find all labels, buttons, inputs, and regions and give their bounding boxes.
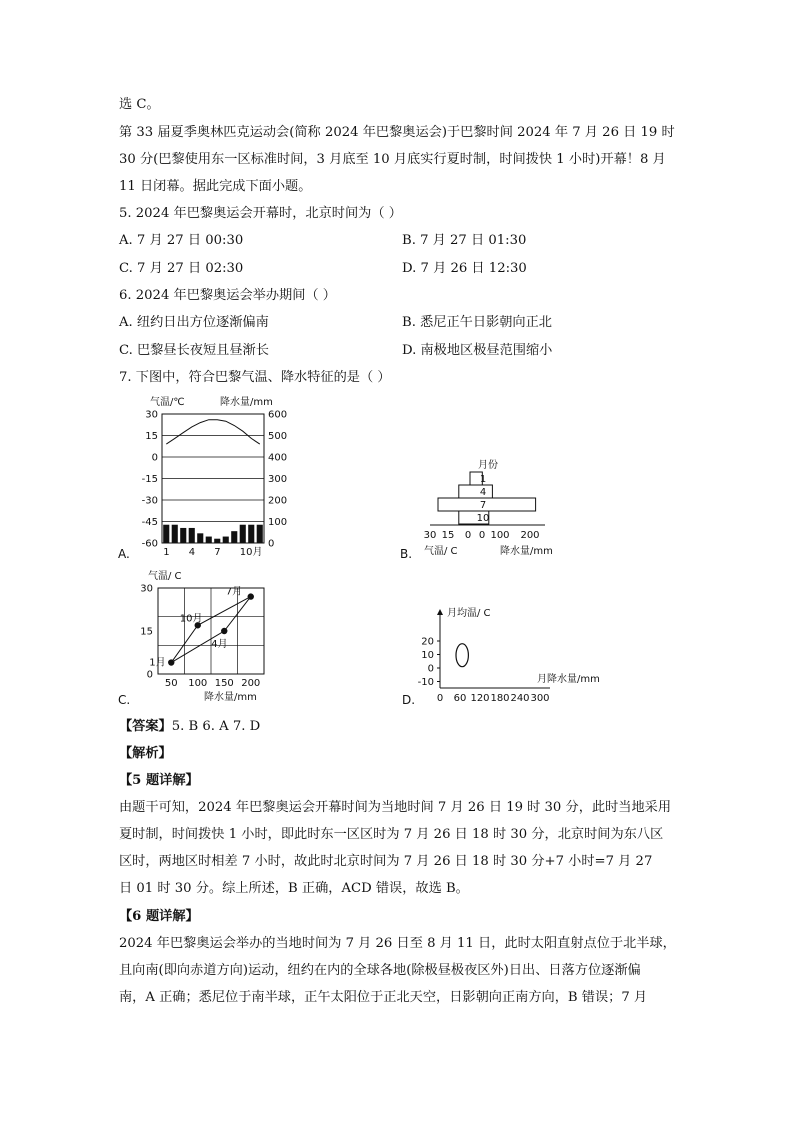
figure-d-y-tick: 20 <box>421 636 434 648</box>
figure-c-y-tick: 15 <box>140 626 153 638</box>
q6-explanation-line-3: 南，A 正确；悉尼位于南半球，正午太阳位于正北天空，日影朝向正南方向，B 错误；7 月 <box>119 990 648 1005</box>
figure-d-x-tick: 0 <box>436 693 444 704</box>
figure-a-left-tick: -60 <box>141 538 158 550</box>
figure-c-x-tick: 150 <box>214 678 234 689</box>
figure-c-point <box>248 593 254 599</box>
figure-a-precip-bar <box>248 525 254 543</box>
figure-d-y-arrow <box>437 609 443 615</box>
figure-b-x-tick: 200 <box>520 530 540 541</box>
figure-a-precip-bar <box>206 537 212 543</box>
figure-d-x-label: 月降水量/mm <box>537 674 600 685</box>
figure-c-point-label: 4月 <box>211 639 228 650</box>
figure-d-chart <box>400 600 610 708</box>
figure-d-x-tick: 240 <box>510 693 530 704</box>
figure-a-precip-bar <box>189 528 195 543</box>
figure-b-chart <box>400 452 600 562</box>
figure-a-precip-bar <box>231 531 237 543</box>
q6-explanation-line-2: 且向南(即向赤道方向)运动，纽约在内的全球各地(除极昼极夜区外)日出、日落方位逐渐偏 <box>119 963 641 978</box>
q5-explanation-line-1: 由题干可知，2024 年巴黎奥运会开幕时间为当地时间 7 月 26 日 19 时 30 分，此时当地采用 <box>119 800 672 815</box>
figure-a-left-tick: 30 <box>145 409 158 421</box>
figure-a-right-tick: 0 <box>268 538 275 550</box>
figure-b-x-tick: 30 <box>423 530 437 541</box>
q6-explanation-heading: 【6 题详解】 <box>119 909 199 924</box>
figure-c-y-tick: 0 <box>146 669 153 681</box>
figure-d-x-tick: 300 <box>530 693 550 704</box>
q5-option-a: A. 7 月 27 日 00:30 <box>119 233 244 248</box>
q6-option-a: A. 纽约日出方位逐渐偏南 <box>119 315 269 330</box>
figure-c-letter: C. <box>118 693 131 707</box>
figure-c-x-tick: 200 <box>241 678 261 689</box>
answer-label: 【答案】 <box>119 719 172 734</box>
figure-a-month-tick: 7 <box>214 547 221 558</box>
figure-b-x-tick: 0 <box>478 530 486 541</box>
figure-a-temp-label: 气温/℃ <box>150 397 185 408</box>
figure-b-x-tick: 0 <box>464 530 472 541</box>
figure-a-left-tick: -45 <box>141 517 158 528</box>
figure-d-y-tick: 10 <box>421 650 434 661</box>
figure-d-y-tick: 0 <box>427 663 434 675</box>
figure-b-x-tick: 100 <box>490 530 510 541</box>
figure-c-point-label: 7月 <box>225 586 243 598</box>
figure-a-left-tick: 15 <box>145 431 158 442</box>
figure-d-x-tick: 180 <box>490 693 510 704</box>
figure-c-x-tick: 100 <box>188 678 208 689</box>
figure-b-month-label: 月份 <box>478 460 498 471</box>
answer-values: 5. B 6. A 7. D <box>171 719 261 734</box>
q5-option-d: D. 7 月 26 日 12:30 <box>402 261 527 276</box>
figure-d-x-tick: 120 <box>470 693 490 704</box>
figure-a-climate-chart <box>118 392 298 562</box>
q5-explanation-line-2: 夏时制，时间拨快 1 小时，即此时东一区区时为 7 月 26 日 18 时 30 分，北京时间为东八区 <box>119 827 664 842</box>
figure-a-right-tick: 100 <box>268 517 288 528</box>
q5-option-b: B. 7 月 27 日 01:30 <box>402 233 527 248</box>
figure-b-month-label: 7 <box>479 500 487 511</box>
figure-a-month-tick: 1 <box>163 547 170 558</box>
figure-c-x-label: 降水量/mm <box>204 692 257 703</box>
figure-b-month-label: 10 <box>476 513 490 524</box>
answer-line <box>119 718 260 736</box>
figure-a-right-tick: 500 <box>268 431 288 442</box>
figure-a-left-tick: -30 <box>141 495 158 507</box>
previous-answer-tail: 选 C。 <box>119 97 160 112</box>
figure-d-ellipse <box>456 644 468 667</box>
figure-a-precip-bar <box>180 528 186 543</box>
figure-a-precip-label: 降水量/mm <box>220 397 273 408</box>
q5-option-c: C. 7 月 27 日 02:30 <box>119 261 244 276</box>
figure-a-right-tick: 400 <box>268 452 288 464</box>
figure-a-month-tick: 10月 <box>239 547 263 558</box>
figure-c-y-label: 气温/ C <box>148 571 182 582</box>
figure-c-y-tick: 30 <box>140 583 153 595</box>
figure-b-month-label: 4 <box>479 487 487 498</box>
q5-explanation-line-3: 区时，两地区时相差 7 小时，故此时北京时间为 7 月 26 日 18 时 30 分+7 小时=7 月 27 <box>119 854 653 869</box>
q6-stem: 6. 2024 年巴黎奥运会举办期间（ ） <box>119 288 336 303</box>
figure-b-month-label: 1 <box>479 474 487 485</box>
figure-d-letter: D. <box>402 693 416 707</box>
intro-line-3: 11 日闭幕。据此完成下面小题。 <box>119 179 312 194</box>
figure-d-x-tick: 60 <box>453 693 467 704</box>
figure-d-y-label: 月均温/ C <box>447 608 491 619</box>
intro-line-2: 30 分(巴黎使用东一区标准时间，3 月底至 10 月底实行夏时制，时间拨快 1 小时)开幕！8 月 <box>119 152 666 167</box>
intro-line-1: 第 33 届夏季奥林匹克运动会(简称 2024 年巴黎奥运会)于巴黎时间 2024 年 7 月 26 日 19 时 <box>119 125 675 140</box>
figure-a-right-tick: 600 <box>268 409 288 421</box>
figure-a-precip-bar <box>223 537 229 543</box>
figure-d-y-tick: -10 <box>417 677 434 688</box>
figure-a-precip-bar <box>257 525 263 543</box>
figure-a-left-tick: 0 <box>151 452 158 464</box>
figure-c-point <box>221 628 227 634</box>
q5-explanation-heading: 【5 题详解】 <box>119 773 199 788</box>
figure-c-point-label: 10月 <box>179 613 203 625</box>
figure-a-precip-bar <box>240 525 246 543</box>
figure-a-precip-bar <box>163 525 169 543</box>
q5-explanation-line-4: 日 01 时 30 分。综上所述，B 正确，ACD 错误，故选 B。 <box>119 881 469 896</box>
figure-a-precip-bar <box>197 533 203 543</box>
q6-option-b: B. 悉尼正午日影朝向正北 <box>402 315 552 330</box>
figure-a-temp-curve <box>166 420 259 444</box>
figure-b-letter: B. <box>400 547 413 561</box>
figure-c-x-tick: 50 <box>164 678 178 689</box>
figure-b-temp-label: 气温/ C <box>424 546 458 557</box>
figure-a-precip-bar <box>214 539 220 543</box>
figure-c-point <box>168 659 174 665</box>
figure-a-right-tick: 300 <box>268 474 288 485</box>
figure-a-precip-bar <box>172 525 178 543</box>
figure-a-month-tick: 4 <box>188 547 196 558</box>
figure-c-point-label: 1月 <box>149 657 166 669</box>
figure-b-month-bar <box>438 498 536 511</box>
q7-stem: 7. 下图中，符合巴黎气温、降水特征的是（ ） <box>119 370 391 385</box>
figure-a-letter: A. <box>118 547 130 561</box>
q6-option-d: D. 南极地区极昼范围缩小 <box>402 343 553 358</box>
figure-b-x-tick: 15 <box>441 530 455 541</box>
analysis-heading: 【解析】 <box>119 746 172 761</box>
figure-a-left-tick: -15 <box>141 474 158 485</box>
q5-stem: 5. 2024 年巴黎奥运会开幕时，北京时间为（ ） <box>119 206 402 221</box>
q6-explanation-line-1: 2024 年巴黎奥运会举办的当地时间为 7 月 26 日至 8 月 11 日，此时太阳直射点位于北半球， <box>119 936 676 951</box>
figure-b-month-bar <box>459 485 493 498</box>
figure-a-right-tick: 200 <box>268 495 288 507</box>
figure-c-chart <box>118 566 288 708</box>
q6-option-c: C. 巴黎昼长夜短且昼渐长 <box>119 343 269 358</box>
figure-b-precip-label: 降水量/mm <box>500 546 553 557</box>
